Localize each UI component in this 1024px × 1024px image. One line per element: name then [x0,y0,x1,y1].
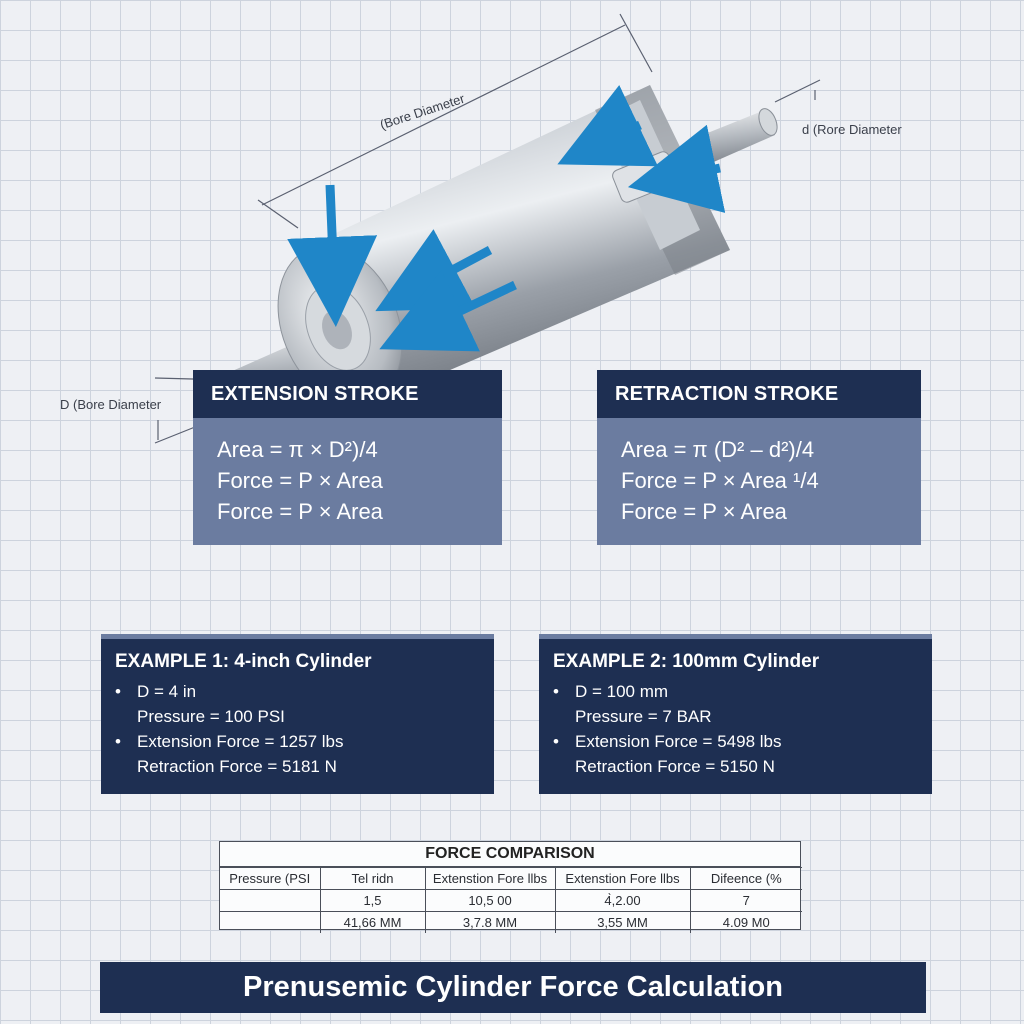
header-extension-force: Extenstion Fore llbs [425,868,555,890]
extension-stroke-title: EXTENSION STROKE [193,370,502,418]
example-2-extension-force [539,729,932,754]
extension-force-formula-2: Force = P × Area [217,499,383,524]
table-row [220,912,802,934]
header-tel-ridn: Tel ridn [320,868,425,890]
extension-force-formula: Force = P × Area [217,468,383,493]
retraction-force-formula-2: Force = P × Area [621,499,787,524]
example-1-diameter-text: D = 4 in [137,682,197,701]
page-title-banner: Prenusemic Cylinder Force Calculation [100,962,926,1013]
table-cell: 4̀,2.00 [555,890,690,912]
table-cell: 10,5 00 [425,890,555,912]
retraction-stroke-box [597,370,921,545]
example-2-title: EXAMPLE 2: 100mm Cylinder [553,651,820,672]
bore-diameter-label-left: D (Bore Diameter [60,397,162,412]
table-header-row [220,868,802,890]
table-cell: 7 [690,890,802,912]
table-cell [220,912,320,934]
example-2-retraction-force: Retraction Force = 5150 N [575,757,775,776]
example-1-extension-force [101,729,494,754]
example-2-pressure: Pressure = 7 BAR [575,707,712,726]
table-row [220,890,802,912]
table-cell: 3,55 MM [555,912,690,934]
bullet: • [115,682,121,701]
example-2-diameter-text: D = 100 mm [575,682,669,701]
comparison-grid [220,867,802,933]
example-1-retraction-force: Retraction Force = 5181 N [137,757,337,776]
header-difference: Difeence (% [690,868,802,890]
table-cell: 41,66 MM [320,912,425,934]
example-1-title: EXAMPLE 1: 4-inch Cylinder [115,651,372,672]
table-cell: 4.09 M0 [690,912,802,934]
extension-area-formula: Area = π × D²)/4 [217,437,378,462]
piston-rod [690,106,781,168]
bore-diameter-label-top: (Bore Diameter [378,90,467,133]
bullet: • [553,732,559,751]
example-1-diameter [101,679,494,704]
example-2-diameter [539,679,932,704]
bullet: • [553,682,559,701]
retraction-area-formula: Area = π (D² – d²)/4 [621,437,815,462]
force-comparison-title: FORCE COMPARISON [220,842,800,867]
force-comparison-table [219,841,801,930]
header-extension-force-2: Extenstion Fore llbs [555,868,690,890]
example-1-pressure: Pressure = 100 PSI [137,707,285,726]
bullet: • [115,732,121,751]
example-1-box [101,634,494,794]
rod-diameter-label: d (Rore Diameter [802,122,902,137]
example-1-extension-force-text: Extension Force = 1257 lbs [137,732,344,751]
header-pressure: Pressure (PSI [220,868,320,890]
retraction-stroke-title: RETRACTION STROKE [597,370,921,418]
table-cell [220,890,320,912]
table-cell: 1,5 [320,890,425,912]
example-2-box [539,634,932,794]
example-2-extension-force-text: Extension Force = 5498 lbs [575,732,782,751]
table-cell: 3,7.8 MM [425,912,555,934]
extension-stroke-box [193,370,502,545]
retraction-force-formula: Force = P × Area ¹/4 [621,468,819,493]
